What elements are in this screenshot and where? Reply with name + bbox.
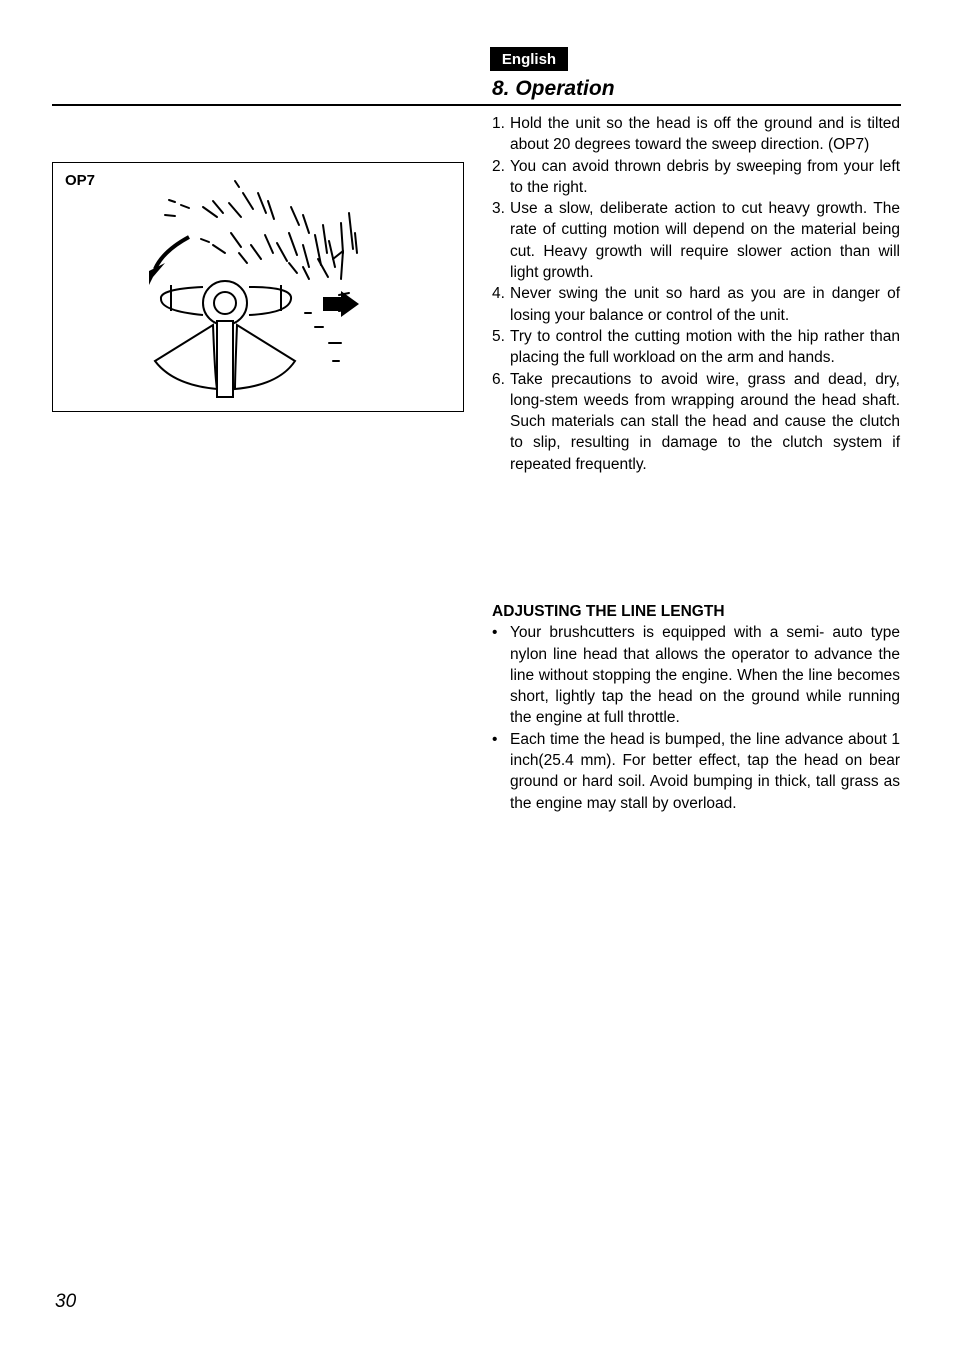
grass-debris-strokes (165, 181, 357, 361)
page-number: 30 (55, 1291, 77, 1312)
subsection-heading: ADJUSTING THE LINE LENGTH (492, 603, 725, 620)
trimmer-sweep-illustration (53, 163, 463, 411)
list-item: 1. Hold the unit so the head is off the ground and is tilted about 20 degrees toward the sweep direction. (OP7) (492, 115, 900, 154)
guard-left (155, 325, 217, 389)
list-item: 6. Take precautions to avoid wire, grass and dead, dry, long-stem weeds from wrapping around the head shaft. Such materials can stall the head and cause the clutch to slip, resulting in damage to the clutch system if repeated frequently. (492, 370, 900, 473)
figure-op7 (52, 162, 464, 412)
header-divider (52, 104, 901, 106)
trimmer-head (161, 281, 291, 325)
figure-label: OP7 (65, 172, 96, 189)
list-item: • Your brushcutters is equipped with a semi- auto type nylon line head that allows the operator to advance the line without stopping the engine. When the line becomes short, lightly tap the head on the ground while running the engine at full throttle. (492, 624, 900, 727)
trimmer-shaft (217, 321, 233, 397)
list-item: • Each time the head is bumped, the line advance about 1 inch(25.4 mm). For better effect, tap the head on bear ground or hard soil. Avoid bumping in thick, tall grass as the engine may stall by overload. (492, 730, 900, 812)
guard-right (235, 325, 295, 389)
list-item: 4. Never swing the unit so hard as you are in danger of losing your balance or control of the unit. (492, 285, 900, 324)
direction-arrow-icon (323, 291, 359, 317)
operation-steps (492, 113, 900, 475)
sweep-arrow-curve (155, 237, 189, 269)
list-item: 2. You can avoid thrown debris by sweeping from your left to the right. (492, 157, 900, 196)
language-badge: English (490, 47, 568, 71)
list-item: 3. Use a slow, deliberate action to cut heavy growth. The rate of cutting motion will depend on the material being cut. Heavy growth will require slower action than will light growth. (492, 200, 900, 282)
section-title: 8. Operation (492, 77, 615, 100)
list-item: 5. Try to control the cutting motion with the hip rather than placing the full workload on the arm and hands. (492, 327, 900, 367)
adjusting-line-length-section (492, 601, 900, 814)
